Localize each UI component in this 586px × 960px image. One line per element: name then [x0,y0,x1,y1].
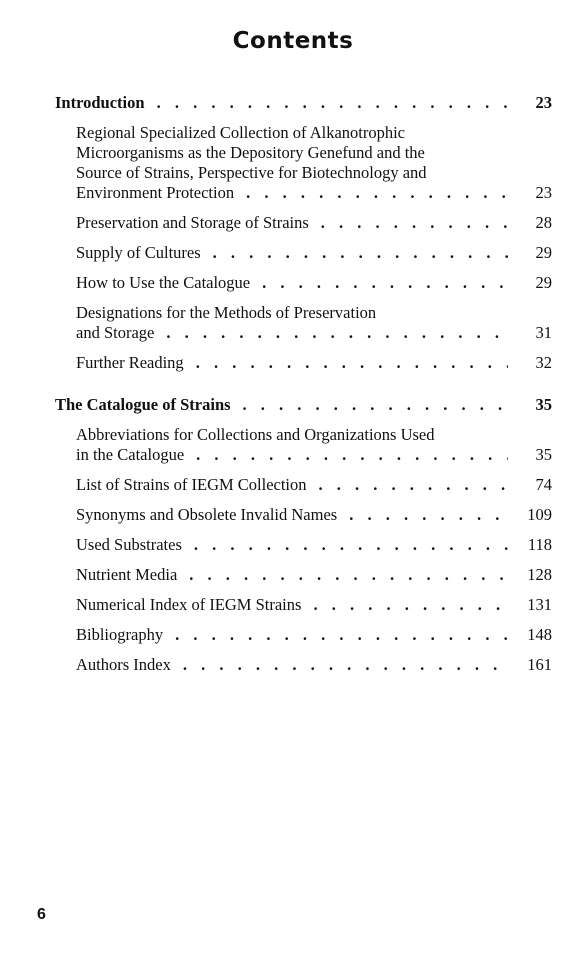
toc-entry-line [76,595,552,615]
toc-entry [76,425,552,465]
toc-entry-page-number: 28 [535,213,552,232]
toc-entry [76,273,552,293]
dot-leader [246,183,508,203]
toc-entry-line [76,505,552,525]
page-title: Contents [232,28,354,54]
toc-entry-title-line: Microorganisms as the Depository Genefund and the [76,143,425,162]
toc-entry [76,595,552,615]
dot-leader [319,475,508,495]
toc-entry-title-line: Designations for the Methods of Preservation [76,303,377,322]
toc-entry-label: Bibliography [76,625,164,644]
toc-entry [76,123,552,203]
toc-entry [76,303,552,343]
dot-leader [349,505,508,525]
toc-entry-line [76,353,552,373]
toc-entry-page-number: 23 [535,93,552,112]
dot-leader [262,273,508,293]
toc-entry-page-number: 161 [527,655,552,674]
toc-entry [76,243,552,263]
toc-entry-title-line: Regional Specialized Collection of Alkanotrophic [76,123,406,142]
toc-entry-label: Further Reading [76,353,184,372]
toc-entry [76,565,552,585]
dot-leader [196,353,508,373]
toc-entry-line [76,625,552,645]
toc-entry-line [76,213,552,233]
toc-entry-page-number: 29 [535,273,552,292]
toc-entry [76,505,552,525]
toc-entry-label: How to Use the Catalogue [76,273,251,292]
toc-entry-page-number: 23 [535,183,552,202]
toc-entry-label: Preservation and Storage of Strains [76,213,309,232]
dot-leader [183,655,508,675]
dot-leader [194,535,508,555]
toc-entry-line [76,475,552,495]
dot-leader [321,213,508,233]
toc-entry-label: Synonyms and Obsolete Invalid Names [76,505,338,524]
toc-entry-line [76,183,552,203]
toc-entry-line [76,445,552,465]
toc-entry [76,213,552,233]
toc-entry-label: Introduction [55,93,145,112]
toc-entry-page-number: 32 [535,353,552,372]
toc-entry-line [55,93,552,113]
toc-entry-page-number: 148 [527,625,552,644]
dot-leader [157,93,508,113]
table-of-contents [55,93,552,675]
dot-leader [243,395,508,415]
toc-entry-line [55,395,552,415]
dot-leader [175,625,508,645]
dot-leader [189,565,508,585]
toc-entry [76,475,552,495]
toc-entry-label: Environment Protection [76,183,235,202]
toc-entry-line [76,323,552,343]
toc-entry-title-line: Source of Strains, Perspective for Biotechnology and [76,163,427,182]
toc-entry-page-number: 74 [535,475,552,494]
toc-entry-page-number: 128 [527,565,552,584]
dot-leader [213,243,508,263]
toc-entry-line [76,273,552,293]
dot-leader [196,445,508,465]
toc-entry-label: in the Catalogue [76,445,185,464]
toc-entry-label: The Catalogue of Strains [55,395,231,414]
toc-entry-label: Authors Index [76,655,171,674]
toc-entry-page-number: 131 [527,595,552,614]
toc-entry-line [76,655,552,675]
toc-entry-label: Used Substrates [76,535,182,554]
toc-entry-title-line: Abbreviations for Collections and Organizations Used [76,425,435,444]
dot-leader [166,323,508,343]
toc-entry [76,535,552,555]
toc-section-entry [55,93,552,113]
toc-entry [76,625,552,645]
toc-entry-page-number: 35 [535,395,552,414]
toc-entry-page-number: 35 [535,445,552,464]
toc-entry-page-number: 118 [527,535,552,554]
toc-entry-label: Numerical Index of IEGM Strains [76,595,302,614]
toc-entry-line [76,535,552,555]
dot-leader [313,595,508,615]
toc-entry-page-number: 109 [527,505,552,524]
toc-entry-page-number: 29 [535,243,552,262]
toc-entry-line [76,565,552,585]
toc-entry-label: and Storage [76,323,155,342]
toc-entry [76,655,552,675]
page-number: 6 [37,906,46,923]
toc-entry-label: Supply of Cultures [76,243,201,262]
toc-entry-page-number: 31 [535,323,552,342]
toc-entry-line [76,243,552,263]
toc-section-entry [55,395,552,415]
toc-entry-label: List of Strains of IEGM Collection [76,475,307,494]
toc-entry-label: Nutrient Media [76,565,178,584]
toc-entry [76,353,552,373]
